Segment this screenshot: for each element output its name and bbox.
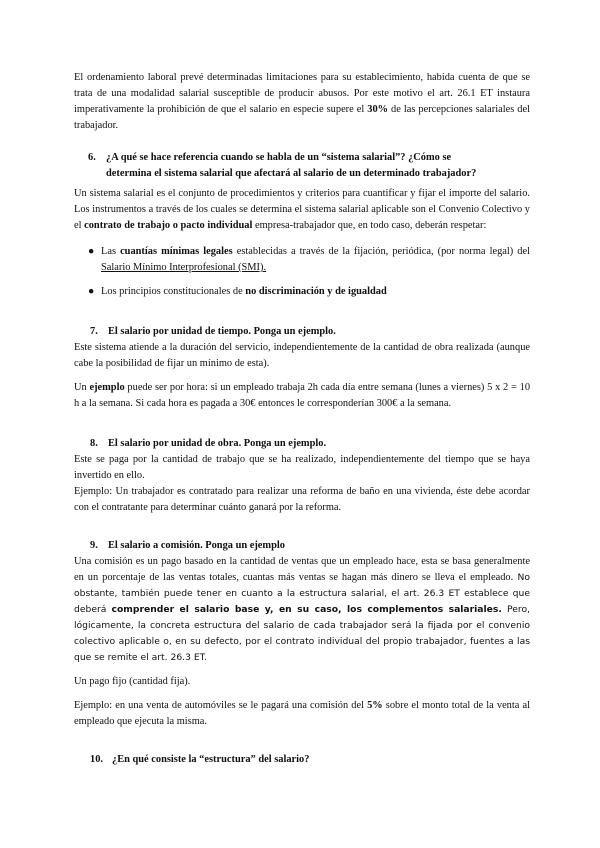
q9-body	[74, 554, 530, 666]
q9-example-bold: 5%	[367, 700, 383, 711]
q7-title: El salario por unidad de tiempo. Ponga un ejemplo.	[108, 326, 336, 337]
q6-number: 6.	[88, 152, 96, 163]
q6-bullet-1	[74, 244, 530, 276]
bullet2-text: Los principios constitucionales de	[101, 286, 246, 297]
q9-body-serif: Una comisión es un pago basado en la cantidad de ventas que un empleado hace, esta se basa generalmente en un porcentaje de las ventas totales, cuantas más ventas se hagan más dinero se lleva el empleado.	[74, 556, 530, 583]
bullet-icon: ●	[88, 246, 95, 257]
q10-number: 10.	[90, 754, 103, 765]
q7-body: Este sistema atiende a la duración del servicio, independientemente de la cantidad de obra realizada (aunque cabe la posibilidad de fijar un mínimo de esta).	[74, 342, 530, 369]
bullet1-bold: cuantías mínimas legales	[120, 246, 233, 257]
q7-example	[74, 380, 530, 412]
q6-bullet-2	[74, 284, 530, 300]
document-page	[74, 70, 530, 768]
bullet-icon: ●	[88, 286, 95, 297]
q9-fixed-pay: Un pago fijo (cantidad fija).	[74, 676, 191, 687]
q7-heading	[74, 324, 530, 340]
q7-example-text-end: puede ser por hora: si un empleado trabaja 2h cada día entre semana (lunes a viernes) 5 x 2 = 10 h a la semana. Si cada hora es pagada a 30€ entonces le corresponderían 300€ a la semana.	[74, 382, 531, 409]
intro-text: El ordenamiento laboral prevé determinadas limitaciones para su establecimiento, habida cuenta de que se trata de una modalidad salarial susceptible de producir abusos. Por este motivo el art. 26.1 ET instaura imperativamente la prohibición de que el salario en especie supere el	[74, 72, 530, 115]
q9-title: El salario a comisión. Ponga un ejemplo	[108, 540, 285, 551]
q9-example-text: Ejemplo: en una venta de automóviles se le pagará una comisión del	[74, 700, 368, 711]
q9-body-sans-bold: comprender el salario base y, en su caso, los complementos salariales.	[111, 604, 502, 615]
q9-body-sans: No obstante, también puede tener en cuanto a la estructura salarial, el art. 26.3 ET establece que deberá	[74, 572, 530, 615]
q6-title-line1: ¿A qué se hace referencia cuando se habla de un “sistema salarial”? ¿Cómo se	[106, 152, 452, 163]
q7-example-bold: ejemplo	[89, 382, 125, 393]
q9-number: 9.	[90, 540, 98, 551]
q9-heading	[74, 538, 530, 554]
bullet1-text: Las	[101, 246, 121, 257]
q10-heading	[74, 752, 530, 768]
intro-text-end: de las percepciones salariales del trabajador.	[74, 104, 530, 131]
q8-title: El salario por unidad de obra. Ponga un ejemplo.	[108, 438, 327, 449]
q6-body	[74, 186, 530, 234]
q10-title: ¿En qué consiste la “estructura” del salario?	[112, 754, 310, 765]
q8-heading	[74, 436, 530, 452]
q6-body-text: Un sistema salarial es el conjunto de procedimientos y criterios para cuantificar y fijar el importe del salario. Los instrumentos a través de los cuales se determina el sistema salarial aplicable son el Convenio Colectivo y el	[74, 188, 530, 231]
bullet2-bold: no discriminación y de igualdad	[245, 286, 387, 297]
q7-number: 7.	[90, 326, 98, 337]
q6-body-text-end: empresa-trabajador que, en todo caso, deberán respetar:	[252, 220, 487, 231]
q6-heading	[74, 150, 530, 182]
q8-number: 8.	[90, 438, 98, 449]
q9-body-sans-end: Pero, lógicamente, la concreta estructura del salario de cada trabajador será la fijada por el convenio colectivo aplicable o, en su defecto, por el contrato individual del propio trabajador, fuentes a las que se remite el art. 26.3 ET.	[74, 604, 530, 663]
bullet1-underlined: Salario Mínimo Interprofesional (SMI).	[101, 262, 267, 273]
q9-example	[74, 698, 530, 730]
q7-example-text: Un	[74, 382, 90, 393]
q8-body: Este se paga por la cantidad de trabajo que se ha realizado, independientemente del tiempo que se haya invertido en ello.	[74, 454, 530, 481]
intro-percentage: 30%	[367, 104, 389, 115]
bullet1-text-mid: establecidas a través de la fijación, periódica, (por norma legal) del	[232, 246, 530, 257]
q8-example: Ejemplo: Un trabajador es contratado para realizar una reforma de baño en una vivienda, éste debe acordar con el contratante para determinar cuánto ganará por la reforma.	[74, 486, 530, 513]
q6-body-bold: contrato de trabajo o pacto individual	[84, 220, 253, 231]
q9-example-text-end: sobre el monto total de la venta al empleado que ejecuta la misma.	[74, 700, 530, 727]
q6-title-line2: determina el sistema salarial que afectará al salario de un determinado trabajador?	[106, 168, 477, 179]
intro-paragraph	[74, 70, 530, 134]
